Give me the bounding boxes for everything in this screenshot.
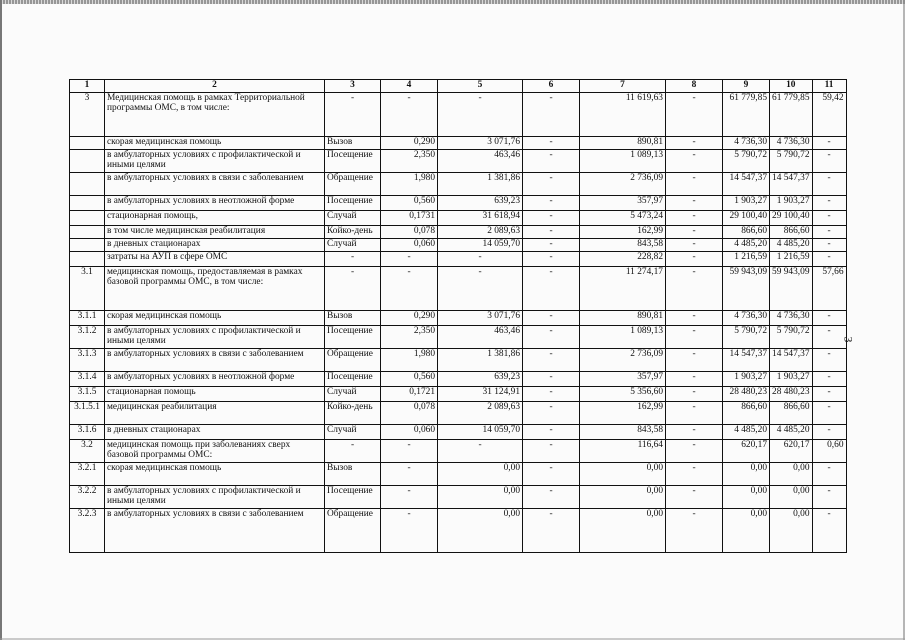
table-cell-col11: - [812, 173, 846, 196]
table-cell-col11: - [812, 196, 846, 211]
table-cell-col9: 4 485,20 [723, 239, 770, 252]
table-cell-col8: - [666, 173, 723, 196]
table-cell-col3: Посещение [325, 326, 381, 349]
header-cell: 2 [105, 80, 325, 93]
table-cell-col9: 0,00 [723, 509, 770, 553]
table-row [70, 372, 847, 387]
table-cell-col6: - [523, 173, 580, 196]
table-row [70, 440, 847, 463]
table-cell-col2: в амбулаторных условиях с профилактической и иными целями [105, 150, 325, 173]
table-cell-col1: 3.1.1 [70, 311, 105, 326]
table-row [70, 326, 847, 349]
table-cell-col2: Медицинская помощь в рамках Территориальной программы ОМС, в том числе: [105, 93, 325, 137]
table-cell-col2: стационарная помощь [105, 387, 325, 402]
table-cell-col9: 14 547,37 [723, 349, 770, 372]
table-cell-col3: Обращение [325, 509, 381, 553]
table-cell-col1 [70, 173, 105, 196]
scan-left-border [0, 0, 2, 640]
table-cell-col6: - [523, 211, 580, 226]
table-cell-col11: - [812, 211, 846, 226]
table-cell-col4: - [381, 252, 438, 267]
table-cell-col2: в амбулаторных условиях с профилактической и иными целями [105, 486, 325, 509]
table-cell-col3: Вызов [325, 311, 381, 326]
table-cell-col4: - [381, 463, 438, 486]
table-cell-col2: медицинская реабилитация [105, 402, 325, 425]
header-cell: 3 [325, 80, 381, 93]
header-cell: 10 [770, 80, 813, 93]
table-cell-col4: 0,078 [381, 226, 438, 239]
table-cell-col8: - [666, 226, 723, 239]
table-cell-col3: Обращение [325, 173, 381, 196]
table-cell-col6: - [523, 402, 580, 425]
table-cell-col1: 3.2 [70, 440, 105, 463]
table-cell-col6: - [523, 509, 580, 553]
table-cell-col6: - [523, 93, 580, 137]
scan-top-border [0, 0, 905, 4]
table-cell-col3: Случай [325, 387, 381, 402]
table-cell-col6: - [523, 349, 580, 372]
table-cell-col3: Койко-день [325, 226, 381, 239]
table-cell-col3: Случай [325, 239, 381, 252]
table-cell-col7: 11 274,17 [580, 267, 666, 311]
table-cell-col7: 5 473,24 [580, 211, 666, 226]
table-cell-col10: 1 216,59 [770, 252, 813, 267]
table-row [70, 349, 847, 372]
table-cell-col8: - [666, 387, 723, 402]
table-cell-col3: Вызов [325, 137, 381, 150]
table-cell-col10: 866,60 [770, 402, 813, 425]
table-cell-col2: медицинская помощь, предоставляемая в рамках базовой программы ОМС, в том числе: [105, 267, 325, 311]
table-cell-col2: в амбулаторных условиях в связи с заболеванием [105, 173, 325, 196]
table-cell-col10: 28 480,23 [770, 387, 813, 402]
table-cell-col7: 5 356,60 [580, 387, 666, 402]
table-cell-col3: - [325, 267, 381, 311]
table-cell-col7: 1 089,13 [580, 150, 666, 173]
table-cell-col6: - [523, 387, 580, 402]
table-cell-col4: 2,350 [381, 150, 438, 173]
table-cell-col5: 463,46 [438, 326, 523, 349]
table-cell-col5: 1 381,86 [438, 349, 523, 372]
table-cell-col3: Обращение [325, 349, 381, 372]
table-cell-col4: 1,980 [381, 173, 438, 196]
table-cell-col3: - [325, 252, 381, 267]
table-cell-col9: 1 903,27 [723, 372, 770, 387]
table-cell-col5: - [438, 267, 523, 311]
table-cell-col5: 639,23 [438, 196, 523, 211]
table-cell-col7: 162,99 [580, 402, 666, 425]
table-cell-col10: 29 100,40 [770, 211, 813, 226]
table-cell-col3: Случай [325, 211, 381, 226]
table-cell-col3: Случай [325, 425, 381, 440]
table-cell-col5: 0,00 [438, 486, 523, 509]
table-cell-col9: 866,60 [723, 226, 770, 239]
table-row [70, 137, 847, 150]
table-cell-col11: - [812, 509, 846, 553]
table-cell-col11: - [812, 137, 846, 150]
table-cell-col4: 0,060 [381, 425, 438, 440]
table-cell-col7: 0,00 [580, 509, 666, 553]
table-cell-col11: - [812, 425, 846, 440]
table-cell-col3: Койко-день [325, 402, 381, 425]
table-cell-col3: Посещение [325, 486, 381, 509]
table-cell-col8: - [666, 509, 723, 553]
table-cell-col10: 14 547,37 [770, 173, 813, 196]
table-cell-col10: 5 790,72 [770, 326, 813, 349]
table-cell-col4: - [381, 267, 438, 311]
table-row [70, 196, 847, 211]
table-row [70, 267, 847, 311]
table-cell-col2: в амбулаторных условиях в неотложной форме [105, 372, 325, 387]
table-cell-col1: 3.1 [70, 267, 105, 311]
table-cell-col4: 0,290 [381, 137, 438, 150]
table-cell-col7: 228,82 [580, 252, 666, 267]
table-cell-col8: - [666, 239, 723, 252]
table-cell-col10: 61 779,85 [770, 93, 813, 137]
table-cell-col3: - [325, 93, 381, 137]
table-cell-col10: 1 903,27 [770, 196, 813, 211]
table-cell-col5: 14 059,70 [438, 239, 523, 252]
table-cell-col1: 3.2.2 [70, 486, 105, 509]
table-cell-col7: 843,58 [580, 425, 666, 440]
table-cell-col8: - [666, 93, 723, 137]
table-cell-col11: - [812, 402, 846, 425]
table-cell-col9: 59 943,09 [723, 267, 770, 311]
table-cell-col9: 14 547,37 [723, 173, 770, 196]
table-row [70, 211, 847, 226]
table-cell-col9: 4 736,30 [723, 311, 770, 326]
table-cell-col6: - [523, 239, 580, 252]
table-cell-col8: - [666, 463, 723, 486]
table-cell-col11: - [812, 252, 846, 267]
table-cell-col6: - [523, 486, 580, 509]
table-cell-col4: 0,078 [381, 402, 438, 425]
table-cell-col5: - [438, 93, 523, 137]
table-cell-col11: 59,42 [812, 93, 846, 137]
table-cell-col4: 0,060 [381, 239, 438, 252]
table-cell-col11: - [812, 226, 846, 239]
table-cell-col1: 3.1.2 [70, 326, 105, 349]
table-cell-col11: - [812, 372, 846, 387]
table-cell-col5: 31 618,94 [438, 211, 523, 226]
table-cell-col2: в дневных стационарах [105, 239, 325, 252]
table-cell-col11: 57,66 [812, 267, 846, 311]
header-cell: 1 [70, 80, 105, 93]
table-cell-col7: 890,81 [580, 311, 666, 326]
table-cell-col1: 3.1.6 [70, 425, 105, 440]
table-cell-col8: - [666, 425, 723, 440]
table-cell-col5: 0,00 [438, 509, 523, 553]
table-cell-col6: - [523, 267, 580, 311]
table-cell-col8: - [666, 402, 723, 425]
table-cell-col3: - [325, 440, 381, 463]
table-row [70, 226, 847, 239]
table-cell-col8: - [666, 196, 723, 211]
table-cell-col10: 4 485,20 [770, 239, 813, 252]
table-cell-col11: - [812, 326, 846, 349]
table-cell-col11: - [812, 150, 846, 173]
table-cell-col1: 3.1.5.1 [70, 402, 105, 425]
table-cell-col3: Посещение [325, 196, 381, 211]
table-row [70, 402, 847, 425]
table-cell-col1 [70, 226, 105, 239]
table-cell-col6: - [523, 311, 580, 326]
table-cell-col1: 3.1.4 [70, 372, 105, 387]
table-cell-col7: 1 089,13 [580, 326, 666, 349]
table-cell-col2: скорая медицинская помощь [105, 137, 325, 150]
table-cell-col9: 4 485,20 [723, 425, 770, 440]
table-cell-col9: 0,00 [723, 463, 770, 486]
table-cell-col7: 843,58 [580, 239, 666, 252]
table-cell-col6: - [523, 137, 580, 150]
table-cell-col5: 2 089,63 [438, 226, 523, 239]
table-cell-col4: 0,1721 [381, 387, 438, 402]
table-cell-col6: - [523, 372, 580, 387]
table-cell-col6: - [523, 196, 580, 211]
table-row [70, 425, 847, 440]
table-cell-col7: 162,99 [580, 226, 666, 239]
table-cell-col9: 61 779,85 [723, 93, 770, 137]
table-cell-col2: медицинская помощь при заболеваниях сверх базовой программы ОМС: [105, 440, 325, 463]
table-cell-col6: - [523, 425, 580, 440]
header-cell: 11 [812, 80, 846, 93]
table-cell-col11: - [812, 486, 846, 509]
table-cell-col4: 1,980 [381, 349, 438, 372]
tariff-table [69, 79, 847, 553]
table-cell-col11: - [812, 311, 846, 326]
table-cell-col1: 3.1.5 [70, 387, 105, 402]
table-cell-col5: 14 059,70 [438, 425, 523, 440]
table-cell-col8: - [666, 211, 723, 226]
table-cell-col6: - [523, 226, 580, 239]
table-cell-col4: - [381, 440, 438, 463]
table-cell-col9: 5 790,72 [723, 150, 770, 173]
table-cell-col8: - [666, 311, 723, 326]
table-cell-col9: 4 736,30 [723, 137, 770, 150]
table-cell-col3: Посещение [325, 150, 381, 173]
table-cell-col2: в дневных стационарах [105, 425, 325, 440]
table-cell-col9: 866,60 [723, 402, 770, 425]
table-cell-col2: скорая медицинская помощь [105, 463, 325, 486]
table-cell-col2: в амбулаторных условиях в связи с заболеванием [105, 509, 325, 553]
table-row [70, 486, 847, 509]
table-cell-col1 [70, 211, 105, 226]
table-cell-col9: 1 903,27 [723, 196, 770, 211]
table-cell-col1: 3.1.3 [70, 349, 105, 372]
table-cell-col1 [70, 150, 105, 173]
table-cell-col1 [70, 196, 105, 211]
table-cell-col1 [70, 137, 105, 150]
header-cell: 9 [723, 80, 770, 93]
table-cell-col10: 59 943,09 [770, 267, 813, 311]
table-cell-col8: - [666, 440, 723, 463]
table-row [70, 509, 847, 553]
table-cell-col1: 3 [70, 93, 105, 137]
table-cell-col5: 463,46 [438, 150, 523, 173]
table-cell-col7: 116,64 [580, 440, 666, 463]
table-cell-col9: 28 480,23 [723, 387, 770, 402]
table-cell-col9: 0,00 [723, 486, 770, 509]
table-cell-col11: - [812, 349, 846, 372]
table-cell-col10: 1 903,27 [770, 372, 813, 387]
table-cell-col9: 1 216,59 [723, 252, 770, 267]
table-cell-col4: 0,560 [381, 196, 438, 211]
table-cell-col5: 1 381,86 [438, 173, 523, 196]
page-number: 3 [841, 336, 856, 343]
table-cell-col2: в том числе медицинская реабилитация [105, 226, 325, 239]
table-cell-col10: 5 790,72 [770, 150, 813, 173]
table-cell-col2: затраты на АУП в сфере ОМС [105, 252, 325, 267]
table-cell-col2: стационарная помощь, [105, 211, 325, 226]
table-cell-col10: 866,60 [770, 226, 813, 239]
table-row [70, 173, 847, 196]
table-cell-col8: - [666, 349, 723, 372]
table-cell-col4: - [381, 486, 438, 509]
table-cell-col4: - [381, 93, 438, 137]
table-cell-col2: в амбулаторных условиях в связи с заболеванием [105, 349, 325, 372]
table-cell-col7: 2 736,09 [580, 173, 666, 196]
table-cell-col4: 2,350 [381, 326, 438, 349]
header-cell: 7 [580, 80, 666, 93]
table-cell-col7: 2 736,09 [580, 349, 666, 372]
table-cell-col1 [70, 239, 105, 252]
table-row [70, 463, 847, 486]
table-cell-col3: Посещение [325, 372, 381, 387]
table-cell-col5: 0,00 [438, 463, 523, 486]
table-cell-col10: 14 547,37 [770, 349, 813, 372]
table-cell-col6: - [523, 150, 580, 173]
table-cell-col1: 3.2.3 [70, 509, 105, 553]
table-cell-col6: - [523, 463, 580, 486]
table-cell-col4: 0,560 [381, 372, 438, 387]
table-cell-col7: 11 619,63 [580, 93, 666, 137]
table-cell-col9: 620,17 [723, 440, 770, 463]
header-cell: 8 [666, 80, 723, 93]
table-cell-col7: 0,00 [580, 486, 666, 509]
table-cell-col7: 357,97 [580, 196, 666, 211]
table-cell-col8: - [666, 267, 723, 311]
table-cell-col10: 620,17 [770, 440, 813, 463]
table-cell-col11: - [812, 463, 846, 486]
table-row [70, 311, 847, 326]
table-cell-col7: 357,97 [580, 372, 666, 387]
header-cell: 5 [438, 80, 523, 93]
table-cell-col2: скорая медицинская помощь [105, 311, 325, 326]
table-cell-col5: 2 089,63 [438, 402, 523, 425]
table-cell-col7: 890,81 [580, 137, 666, 150]
table-cell-col5: 31 124,91 [438, 387, 523, 402]
table-cell-col10: 4 736,30 [770, 137, 813, 150]
table-row [70, 93, 847, 137]
table-row [70, 387, 847, 402]
table-cell-col8: - [666, 252, 723, 267]
table-cell-col4: 0,1731 [381, 211, 438, 226]
table-cell-col10: 0,00 [770, 509, 813, 553]
table-cell-col11: - [812, 387, 846, 402]
table-row [70, 150, 847, 173]
table-cell-col5: 3 071,76 [438, 137, 523, 150]
table-row [70, 252, 847, 267]
table-cell-col5: - [438, 440, 523, 463]
table-cell-col8: - [666, 326, 723, 349]
header-row [70, 80, 847, 93]
table-cell-col2: в амбулаторных условиях в неотложной форме [105, 196, 325, 211]
table-cell-col8: - [666, 486, 723, 509]
table-cell-col10: 4 736,30 [770, 311, 813, 326]
table-cell-col5: 639,23 [438, 372, 523, 387]
table-cell-col6: - [523, 252, 580, 267]
table-cell-col11: 0,60 [812, 440, 846, 463]
table-cell-col4: - [381, 509, 438, 553]
table-cell-col8: - [666, 372, 723, 387]
table-row [70, 239, 847, 252]
table-body [70, 80, 847, 553]
table-cell-col6: - [523, 440, 580, 463]
table-cell-col10: 4 485,20 [770, 425, 813, 440]
table-cell-col4: 0,290 [381, 311, 438, 326]
table-cell-col5: - [438, 252, 523, 267]
table-cell-col7: 0,00 [580, 463, 666, 486]
table-cell-col2: в амбулаторных условиях с профилактической и иными целями [105, 326, 325, 349]
table-cell-col5: 3 071,76 [438, 311, 523, 326]
table-cell-col10: 0,00 [770, 463, 813, 486]
table-cell-col10: 0,00 [770, 486, 813, 509]
header-cell: 6 [523, 80, 580, 93]
table-cell-col1: 3.2.1 [70, 463, 105, 486]
table-cell-col3: Вызов [325, 463, 381, 486]
table-cell-col1 [70, 252, 105, 267]
table-cell-col9: 29 100,40 [723, 211, 770, 226]
header-cell: 4 [381, 80, 438, 93]
table-cell-col11: - [812, 239, 846, 252]
table-cell-col9: 5 790,72 [723, 326, 770, 349]
table-cell-col6: - [523, 326, 580, 349]
table-cell-col8: - [666, 137, 723, 150]
table-cell-col8: - [666, 150, 723, 173]
